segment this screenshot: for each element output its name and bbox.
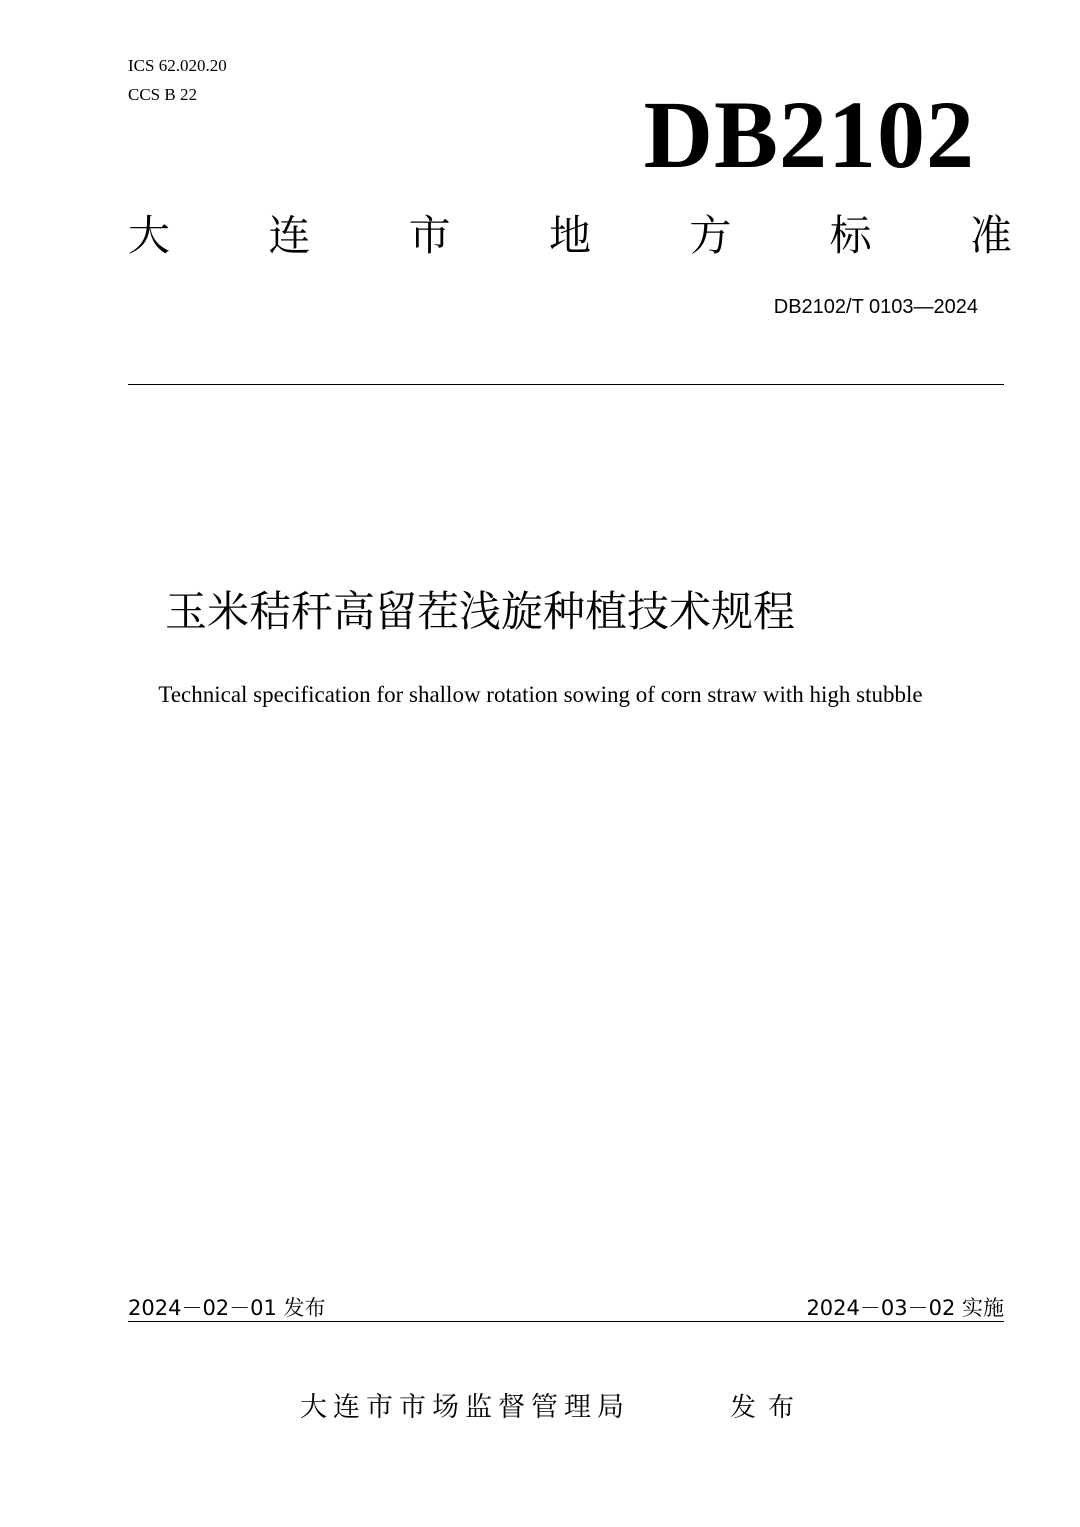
standard-number: DB2102/T 0103—2024	[773, 296, 978, 318]
standard-type-char: 地	[548, 211, 591, 260]
title-english-block	[0, 680, 1080, 710]
standard-type-char: 标	[829, 211, 872, 260]
implementation-date: 2024－03－02 实施	[806, 1296, 1004, 1320]
ccs-code: CCS B 22	[128, 85, 197, 104]
title-english: Technical specification for shallow rotation sowing of corn straw with high stubble	[158, 682, 923, 707]
title-chinese: 玉米秸秆高留茬浅旋种植技术规程	[164, 587, 795, 636]
standard-type-char: 市	[408, 211, 451, 260]
bottom-divider	[128, 1321, 1004, 1322]
title-chinese-block	[0, 584, 1080, 640]
standard-type-char: 准	[969, 211, 1012, 260]
issue-date: 2024－02－01 发布	[128, 1296, 326, 1320]
standard-type-char: 方	[689, 211, 732, 260]
top-divider	[128, 384, 1004, 385]
standard-type-heading	[128, 210, 1012, 262]
publish-label: 发布	[730, 1393, 807, 1423]
publisher-name: 大连市市场监督管理局	[300, 1392, 630, 1423]
ics-code: ICS 62.020.20	[128, 56, 227, 75]
standard-type-char: 大	[128, 211, 171, 260]
standard-code-large: DB2102	[643, 81, 975, 188]
standard-type-char: 连	[268, 211, 311, 260]
